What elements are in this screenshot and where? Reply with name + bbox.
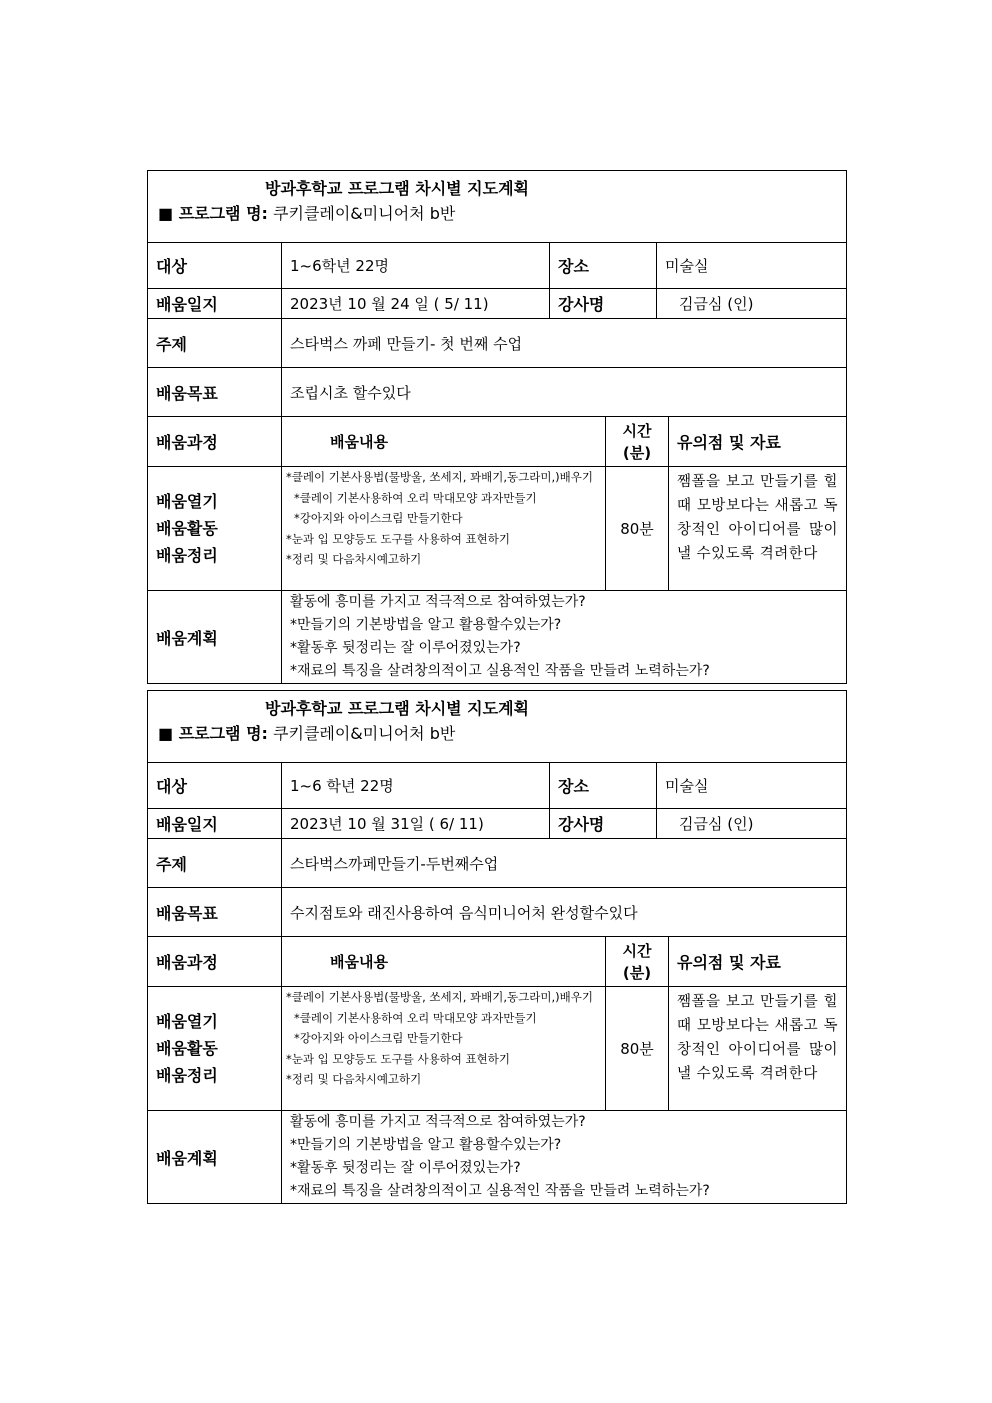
teacher-value: 김금심 (인) <box>657 289 847 319</box>
plan-label: 배움계획 <box>148 591 282 684</box>
stages-cell <box>148 467 282 591</box>
activity-item: *클레이 기본사용법(물방울, 쏘세지, 꽈배기,동그라미,)배우기 <box>286 470 593 484</box>
activity-item: *정리 및 다음차시예고하기 <box>286 1072 422 1086</box>
goal-value: 수지점토와 래진사용하여 음식미니어처 완성할수있다 <box>282 888 847 937</box>
time-header <box>606 417 669 467</box>
program-line <box>158 721 836 747</box>
target-label: 대상 <box>148 763 282 809</box>
program-name: 쿠키클레이&미니어처 b반 <box>273 724 456 743</box>
activity-item: *강아지와 아이스크림 만들기한다 <box>294 511 463 525</box>
time-header-line1: 시간 <box>622 421 652 440</box>
stage-open: 배움열기 <box>156 1012 218 1031</box>
activity-item: *눈과 입 모양등도 도구를 사용하여 표현하기 <box>286 1051 510 1066</box>
plan-item: *활동후 뒷정리는 잘 이루어졌있는가? <box>290 640 521 656</box>
lesson-plan-table <box>147 170 847 684</box>
stage-close: 배움정리 <box>156 546 218 565</box>
plan-label: 배움계획 <box>148 1111 282 1204</box>
notes-value: 쨈폴을 보고 만들기를 힐 때 모방보다는 새롭고 독창적인 아이디어를 많이 낼 수있도록 격려한다 <box>669 467 847 591</box>
program-label: ■ 프로그램 명: <box>158 724 268 743</box>
activity-item: *클레이 기본사용하여 오리 막대모양 과자만들기 <box>294 1010 537 1025</box>
plan-title: 방과후학교 프로그램 차시별 지도계획 <box>265 179 530 198</box>
plan-header <box>148 171 847 243</box>
activities-cell <box>282 987 606 1111</box>
place-value: 미술실 <box>657 243 847 289</box>
topic-value: 스타벅스까페만들기-두번째수업 <box>282 839 847 888</box>
content-header: 배움내용 <box>282 937 606 987</box>
activity-item: *정리 및 다음차시예고하기 <box>286 552 422 566</box>
plan-items-cell <box>282 591 847 684</box>
time-header-line2: (분) <box>622 963 652 982</box>
plan-title: 방과후학교 프로그램 차시별 지도계획 <box>265 699 530 718</box>
content-header: 배움내용 <box>282 417 606 467</box>
topic-value: 스타벅스 까페 만들기- 첫 번째 수업 <box>282 319 847 368</box>
plan-item: 활동에 흥미를 가지고 적극적으로 참여하였는가? <box>290 1114 586 1130</box>
notes-header: 유의점 및 자료 <box>669 417 847 467</box>
goal-label: 배움목표 <box>148 888 282 937</box>
date-label: 배움일지 <box>148 289 282 319</box>
activity-item: *클레이 기본사용하여 오리 막대모양 과자만들기 <box>294 490 537 505</box>
activity-item: *클레이 기본사용법(물방울, 쏘세지, 꽈배기,동그라미,)배우기 <box>286 990 593 1004</box>
plan-item: *재료의 특징을 살려창의적이고 실용적인 작품을 만들려 노력하는가? <box>290 663 710 679</box>
place-label: 장소 <box>550 763 657 809</box>
stage-activity: 배움활동 <box>156 519 218 538</box>
plan-item: *만들기의 기본방법을 알고 활용할수있는가? <box>290 1137 562 1153</box>
time-value: 80분 <box>606 467 669 591</box>
place-value: 미술실 <box>657 763 847 809</box>
notes-header: 유의점 및 자료 <box>669 937 847 987</box>
target-label: 대상 <box>148 243 282 289</box>
plan-item: *활동후 뒷정리는 잘 이루어졌있는가? <box>290 1160 521 1176</box>
process-label: 배움과정 <box>148 417 282 467</box>
plan-item: *만들기의 기본방법을 알고 활용할수있는가? <box>290 617 562 633</box>
goal-label: 배움목표 <box>148 368 282 417</box>
goal-value: 조립시초 할수있다 <box>282 368 847 417</box>
process-label: 배움과정 <box>148 937 282 987</box>
topic-label: 주제 <box>148 319 282 368</box>
teacher-label: 강사명 <box>550 289 657 319</box>
stage-close: 배움정리 <box>156 1066 218 1085</box>
date-value: 2023년 10 월 24 일 ( 5/ 11) <box>282 289 550 319</box>
target-value: 1~6학년 22명 <box>282 243 550 289</box>
time-header-line1: 시간 <box>622 941 652 960</box>
notes-value: 쨈폴을 보고 만들기를 힐 때 모방보다는 새롭고 독창적인 아이디어를 많이 낼 수있도록 격려한다 <box>669 987 847 1111</box>
plan-item: *재료의 특징을 살려창의적이고 실용적인 작품을 만들려 노력하는가? <box>290 1183 710 1199</box>
program-name: 쿠키클레이&미니어처 b반 <box>273 204 456 223</box>
program-label: ■ 프로그램 명: <box>158 204 268 223</box>
activity-item: *강아지와 아이스크림 만들기한다 <box>294 1031 463 1045</box>
stage-open: 배움열기 <box>156 492 218 511</box>
place-label: 장소 <box>550 243 657 289</box>
stages-cell <box>148 987 282 1111</box>
plan-items-cell <box>282 1111 847 1204</box>
program-line <box>158 201 836 227</box>
activity-item: *눈과 입 모양등도 도구를 사용하여 표현하기 <box>286 531 510 546</box>
teacher-label: 강사명 <box>550 809 657 839</box>
teacher-value: 김금심 (인) <box>657 809 847 839</box>
lesson-plan-table <box>147 690 847 1204</box>
time-header-line2: (분) <box>622 443 652 462</box>
date-label: 배움일지 <box>148 809 282 839</box>
topic-label: 주제 <box>148 839 282 888</box>
plan-header <box>148 691 847 763</box>
activities-cell <box>282 467 606 591</box>
plan-item: 활동에 흥미를 가지고 적극적으로 참여하였는가? <box>290 594 586 610</box>
stage-activity: 배움활동 <box>156 1039 218 1058</box>
date-value: 2023년 10 월 31일 ( 6/ 11) <box>282 809 550 839</box>
target-value: 1~6 학년 22명 <box>282 763 550 809</box>
time-value: 80분 <box>606 987 669 1111</box>
time-header <box>606 937 669 987</box>
